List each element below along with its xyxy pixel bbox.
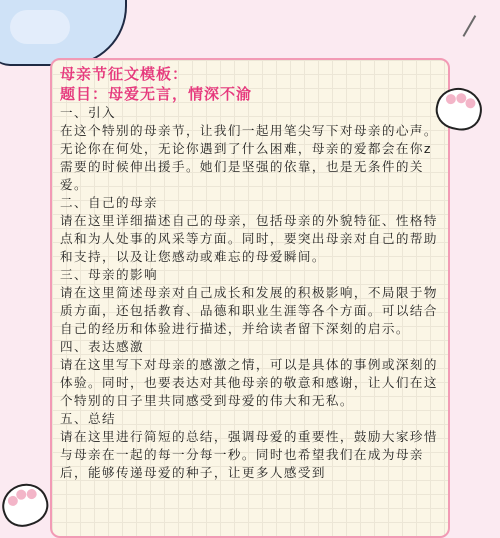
template-title: 母亲节征文模板： bbox=[60, 65, 189, 83]
paw-pad bbox=[25, 488, 38, 501]
section-heading: 二、自己的母亲 bbox=[60, 195, 158, 210]
section-text: 请在这里详细描述自己的母亲，包括母亲的外貌特征、性格特点和为人处事的风采等方面。同时，要突出母亲对自己的帮助和支持，以及让您感动或难忘的母爱瞬间。 bbox=[60, 213, 438, 264]
section-heading: 一、引入 bbox=[60, 105, 116, 120]
section-text: 请在这里简述母亲对自己成长和发展的积极影响，不局限于物质方面，还包括教育、品德和职业生涯等各个方面。可以结合自己的经历和体验进行描述，并给读者留下深刻的启示。 bbox=[60, 285, 438, 336]
section-text: 在这个特别的母亲节，让我们一起用笔尖写下对母亲的心声。无论你在何处，无论你遇到了什么困难，母亲的爱都会在你z需要的时候伸出援手。她们是坚强的依靠，也是无条件的关爱。 bbox=[60, 123, 438, 192]
cloud-highlight bbox=[10, 10, 70, 44]
paw-icon bbox=[0, 477, 54, 532]
section-heading: 四、表达感激 bbox=[60, 339, 144, 354]
paw-pad bbox=[465, 97, 477, 109]
section bbox=[60, 410, 438, 482]
paw-pad bbox=[445, 93, 457, 105]
section bbox=[60, 266, 438, 338]
section-text: 请在这里写下对母亲的感激之情，可以是具体的事例或深刻的体验。同时，也要表达对其他母亲的敬意和感谢，让人们在这个特别的日子里共同感受到母爱的伟大和无私。 bbox=[60, 357, 438, 408]
section bbox=[60, 194, 438, 266]
section bbox=[60, 338, 438, 410]
scribble-decoration bbox=[442, 3, 477, 37]
section bbox=[60, 104, 438, 194]
section-heading: 五、总结 bbox=[60, 411, 116, 426]
essay-template bbox=[60, 64, 438, 482]
section-text: 请在这里进行简短的总结，强调母爱的重要性，鼓励大家珍惜与母亲在一起的每一分每一秒。同时也希望我们在成为母亲后，能够传递母爱的种子，让更多人感受到 bbox=[60, 429, 438, 480]
essay-topic: 题目：母爱无言，情深不渝 bbox=[60, 85, 253, 103]
section-heading: 三、母亲的影响 bbox=[60, 267, 158, 282]
